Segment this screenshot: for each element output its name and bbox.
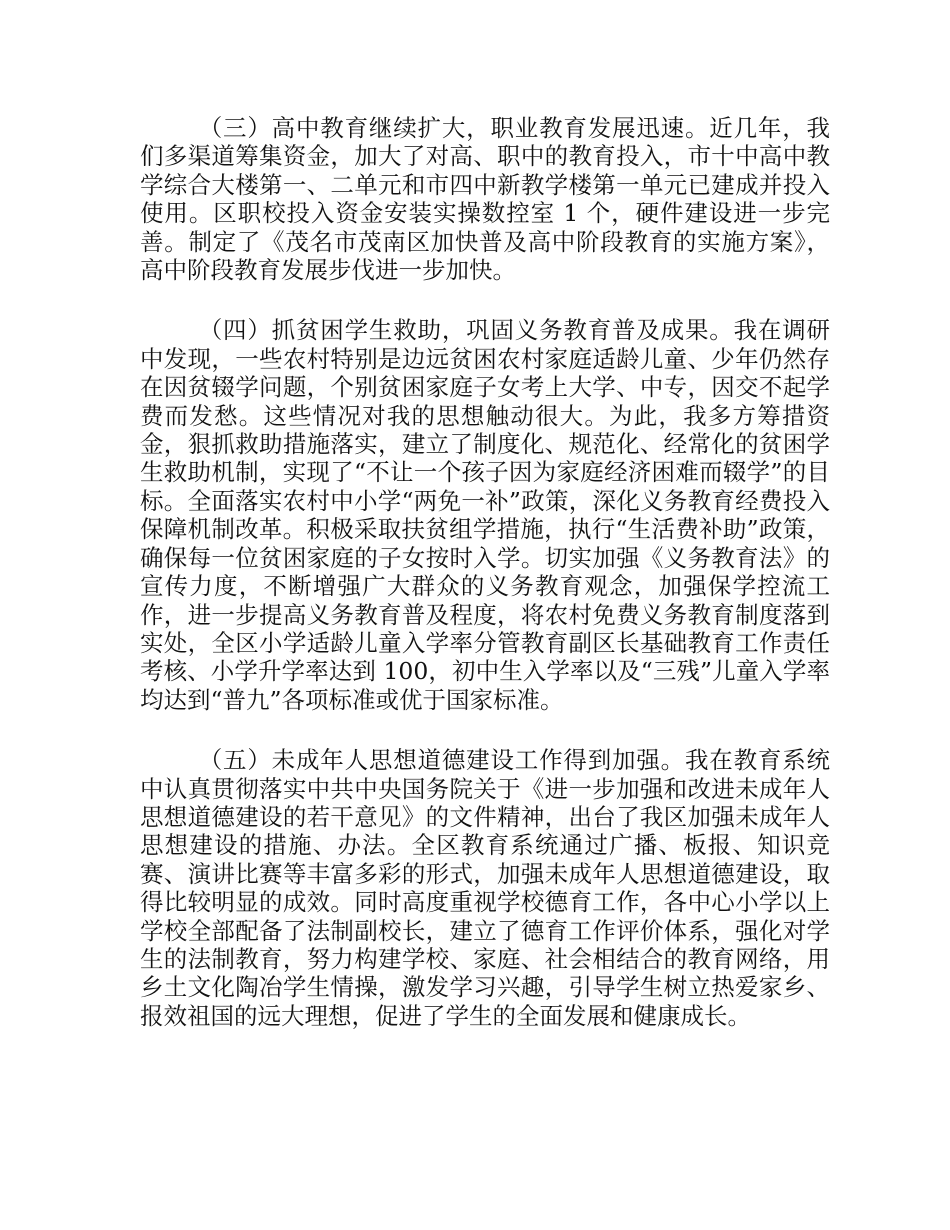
paragraph-section-3: （三）高中教育继续扩大，职业教育发展迅速。近几年，我们多渠道筹集资金，加大了对高、职中的教育投入，市十中高中教学综合大楼第一、二单元和市四中新教学楼第一单元已建成并投入使用。区职校投入资金安装实操数控室 1 个，硬件建设进一步完善。制定了《茂名市茂南区加快普及高中阶段教育的实施方案》，高中阶段教育发展步伐进一步加快。: [140, 114, 830, 285]
paragraph-section-5: （五）未成年人思想道德建设工作得到加强。我在教育系统中认真贯彻落实中共中央国务院关于《进一步加强和改进未成年人思想道德建设的若干意见》的文件精神，出台了我区加强未成年人思想建设的措施、办法。全区教育系统通过广播、板报、知识竞赛、演讲比赛等丰富多彩的形式，加强未成年人思想道德建设，取得比较明显的成效。同时高度重视学校德育工作，各中心小学以上学校全部配备了法制副校长，建立了德育工作评价体系，强化对学生的法制教育，努力构建学校、家庭、社会相结合的教育网络，用乡土文化陶冶学生情操，激发学习兴趣，引导学生树立热爱家乡、报效祖国的远大理想，促进了学生的全面发展和健康成长。: [140, 746, 830, 1030]
document-body: [140, 114, 830, 1062]
paragraph-section-4: （四）抓贫困学生救助，巩固义务教育普及成果。我在调研中发现，一些农村特别是边远贫困农村家庭适龄儿童、少年仍然存在因贫辍学问题，个别贫困家庭子女考上大学、中专，因交不起学费而发愁。这些情况对我的思想触动很大。为此，我多方筹措资金，狠抓救助措施落实，建立了制度化、规范化、经常化的贫困学生救助机制，实现了“不让一个孩子因为家庭经济困难而辍学”的目标。全面落实农村中小学“两免一补”政策，深化义务教育经费投入保障机制改革。积极采取扶贫组学措施，执行“生活费补助”政策，确保每一位贫困家庭的子女按时入学。切实加强《义务教育法》的宣传力度，不断增强广大群众的义务教育观念，加强保学控流工作，进一步提高义务教育普及程度，将农村免费义务教育制度落到实处，全区小学适龄儿童入学率分管教育副区长基础教育工作责任考核、小学升学率达到 100，初中生入学率以及“三残”儿童入学率均达到“普九”各项标准或优于国家标准。: [140, 316, 830, 714]
